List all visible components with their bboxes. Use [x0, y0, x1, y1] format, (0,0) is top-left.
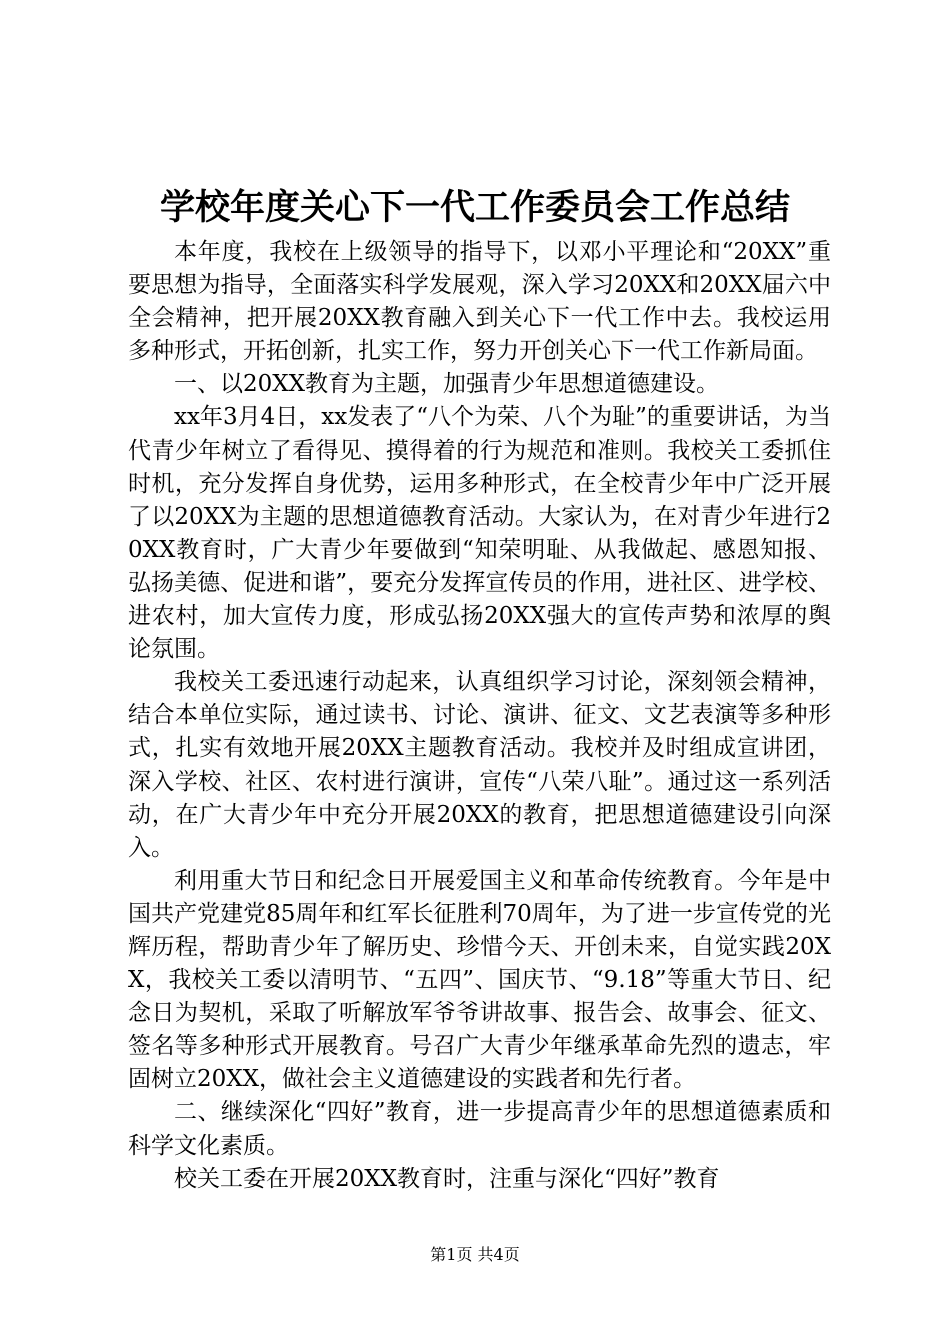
page-footer: 第1页 共4页	[430, 1245, 520, 1264]
paragraph-patriotic: 利用重大节日和纪念日开展爱国主义和革命传统教育。今年是中国共产党建党85周年和红军长征胜利70周年，为了进一步宣传党的光辉历程，帮助青少年了解历史、珍惜今天、开创未来，自觉实践20XX，我校关工委以清明节、“五四”、国庆节、“9.18”等重大节日、纪念日为契机，采取了听解放军爷爷讲故事、报告会、故事会、征文、签名等多种形式开展教育。号召广大青少年继承革命先烈的遗志，牢固树立20XX，做社会主义道德建设的实践者和先行者。	[128, 867, 831, 1093]
document-body	[128, 236, 831, 1196]
paragraph-speech: xx年3月4日，xx发表了“八个为荣、八个为耻”的重要讲话，为当代青少年树立了看得见、摸得着的行为规范和准则。我校关工委抓住时机，充分发挥自身优势，运用多种形式，在全校青少年中广泛开展了以20XX为主题的思想道德教育活动。大家认为，在对青少年进行20XX教育时，广大青少年要做到“知荣明耻、从我做起、感恩知报、弘扬美德、促进和谐”，要充分发挥宣传员的作用，进社区、进学校、进农村，加大宣传力度，形成弘扬20XX强大的宣传声势和浓厚的舆论氛围。	[128, 404, 831, 663]
paragraph-four-good: 校关工委在开展20XX教育时，注重与深化“四好”教育	[174, 1165, 720, 1192]
paragraph-action: 我校关工委迅速行动起来，认真组织学习讨论，深刻领会精神，结合本单位实际，通过读书、讨论、演讲、征文、文艺表演等多种形式，扎实有效地开展20XX主题教育活动。我校并及时组成宣讲团，深入学校、社区、农村进行演讲，宣传“八荣八耻”。通过这一系列活动，在广大青少年中充分开展20XX的教育，把思想道德建设引向深入。	[128, 669, 831, 861]
section-heading-1: 一、以20XX教育为主题，加强青少年思想道德建设。	[174, 371, 720, 398]
document-title: 学校年度关心下一代工作委员会工作总结	[159, 187, 790, 228]
paragraph-intro: 本年度，我校在上级领导的指导下，以邓小平理论和“20XX”重要思想为指导，全面落实科学发展观，深入学习20XX和20XX届六中全会精神，把开展20XX教育融入到关心下一代工作中去。我校运用多种形式，开拓创新，扎实工作，努力开创关心下一代工作新局面。	[128, 239, 831, 365]
section-heading-2: 二、继续深化“四好”教育，进一步提高青少年的思想道德素质和科学文化素质。	[128, 1099, 831, 1159]
